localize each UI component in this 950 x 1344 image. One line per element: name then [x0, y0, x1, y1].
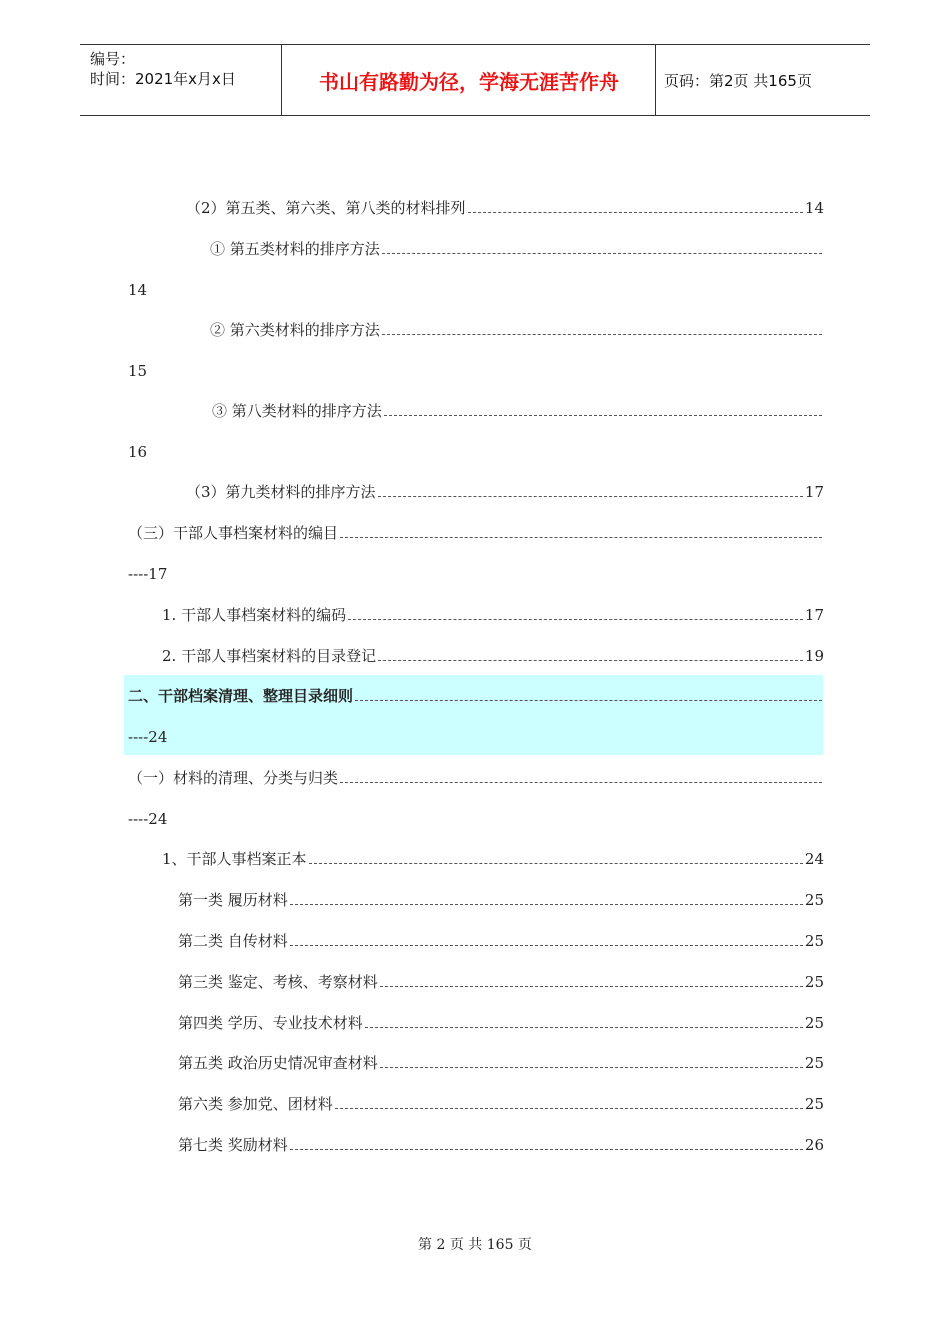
toc-entry-label: 第三类 鉴定、考核、考察材料	[178, 973, 378, 991]
toc-leader	[340, 782, 822, 783]
toc-leader	[380, 1067, 803, 1068]
toc-entry-page: 25	[804, 973, 824, 991]
toc-leader	[365, 1027, 803, 1028]
toc-entry-page: 24	[804, 850, 824, 868]
toc-entry-label: ③ 第八类材料的排序方法	[212, 402, 382, 420]
toc-leader	[290, 1149, 803, 1150]
toc-entry[interactable]	[162, 645, 824, 667]
toc-entry[interactable]	[178, 1134, 824, 1156]
number-label: 编号：	[90, 50, 136, 68]
toc-leader	[348, 619, 803, 620]
toc-entry-label: （2）第五类、第六类、第八类的材料排列	[186, 199, 466, 217]
toc-entry-label: 第一类 履历材料	[178, 891, 288, 909]
toc-entry-page: 15	[128, 362, 148, 380]
toc-entry-label: ② 第六类材料的排序方法	[210, 321, 380, 339]
toc-leader	[378, 496, 803, 497]
toc-leader	[384, 415, 822, 416]
toc-entry[interactable]	[212, 400, 824, 422]
toc-entry-label: 1. 干部人事档案材料的编码	[162, 606, 347, 624]
toc-entry[interactable]	[210, 319, 824, 341]
toc-entry-label: （三）干部人事档案材料的编目	[128, 524, 339, 542]
toc-entry[interactable]	[210, 238, 824, 260]
header-page-code: 页码：第2页 共165页	[664, 71, 812, 90]
toc-entry[interactable]	[186, 481, 824, 503]
toc-entry-page: 14	[804, 199, 824, 217]
toc-entry-page: 25	[804, 1014, 824, 1032]
toc-entry-page: ----24	[128, 810, 168, 828]
toc-entry-label: 第五类 政治历史情况审查材料	[178, 1054, 378, 1072]
toc-entry-page: 19	[804, 647, 824, 665]
toc-entry[interactable]	[162, 848, 824, 870]
toc-entry[interactable]	[128, 767, 824, 789]
toc-leader	[380, 986, 803, 987]
toc-entry[interactable]	[162, 604, 824, 626]
toc-entry[interactable]	[128, 522, 824, 544]
header-motto: 书山有路勤为径，学海无涯苦作舟	[319, 69, 619, 94]
toc-entry-page: 16	[128, 443, 148, 461]
toc-leader	[382, 334, 822, 335]
date-label: 时间：2021年x月x日	[90, 70, 236, 88]
toc-entry[interactable]	[178, 971, 824, 993]
toc-entry[interactable]	[178, 889, 824, 911]
toc-entry[interactable]	[178, 1093, 824, 1115]
toc-entry-page: 17	[804, 483, 824, 501]
toc-entry-label: 第二类 自传材料	[178, 932, 288, 950]
toc-entry-label: （3）第九类材料的排序方法	[186, 483, 376, 501]
toc-leader	[340, 537, 822, 538]
toc-entry[interactable]	[186, 197, 824, 219]
toc-leader	[335, 1108, 803, 1109]
toc-entry-page: 26	[804, 1136, 824, 1154]
toc-entry-page: ----17	[128, 565, 168, 583]
toc-entry[interactable]	[178, 1052, 824, 1074]
toc-leader	[309, 863, 803, 864]
toc-entry-page: 25	[804, 932, 824, 950]
toc-leader	[355, 700, 822, 701]
toc-entry-label: 二、干部档案清理、整理目录细则	[128, 687, 354, 705]
toc-entry[interactable]	[178, 930, 824, 952]
toc-entry-page: 25	[804, 891, 824, 909]
toc-entry-label: 1、干部人事档案正本	[162, 850, 307, 868]
toc-entry-page: 14	[128, 281, 148, 299]
toc-leader	[290, 945, 803, 946]
toc-leader	[382, 253, 822, 254]
toc-entry-label: 第四类 学历、专业技术材料	[178, 1014, 363, 1032]
toc-entry[interactable]	[178, 1012, 824, 1034]
toc-leader	[378, 660, 803, 661]
toc-entry-page: 25	[804, 1054, 824, 1072]
toc-entry-label: 第六类 参加党、团材料	[178, 1095, 333, 1113]
toc-entry-label: ① 第五类材料的排序方法	[210, 240, 380, 258]
toc-entry-chapter[interactable]	[128, 685, 824, 707]
toc-entry-page: 25	[804, 1095, 824, 1113]
toc-entry-label: （一）材料的清理、分类与归类	[128, 769, 339, 787]
toc-leader	[468, 212, 803, 213]
toc-entry-label: 第七类 奖励材料	[178, 1136, 288, 1154]
toc-entry-page: 17	[804, 606, 824, 624]
toc-entry-label: 2. 干部人事档案材料的目录登记	[162, 647, 377, 665]
toc-entry-page: ----24	[128, 728, 168, 746]
toc-leader	[290, 904, 803, 905]
page-footer: 第 2 页 共 165 页	[418, 1237, 532, 1253]
